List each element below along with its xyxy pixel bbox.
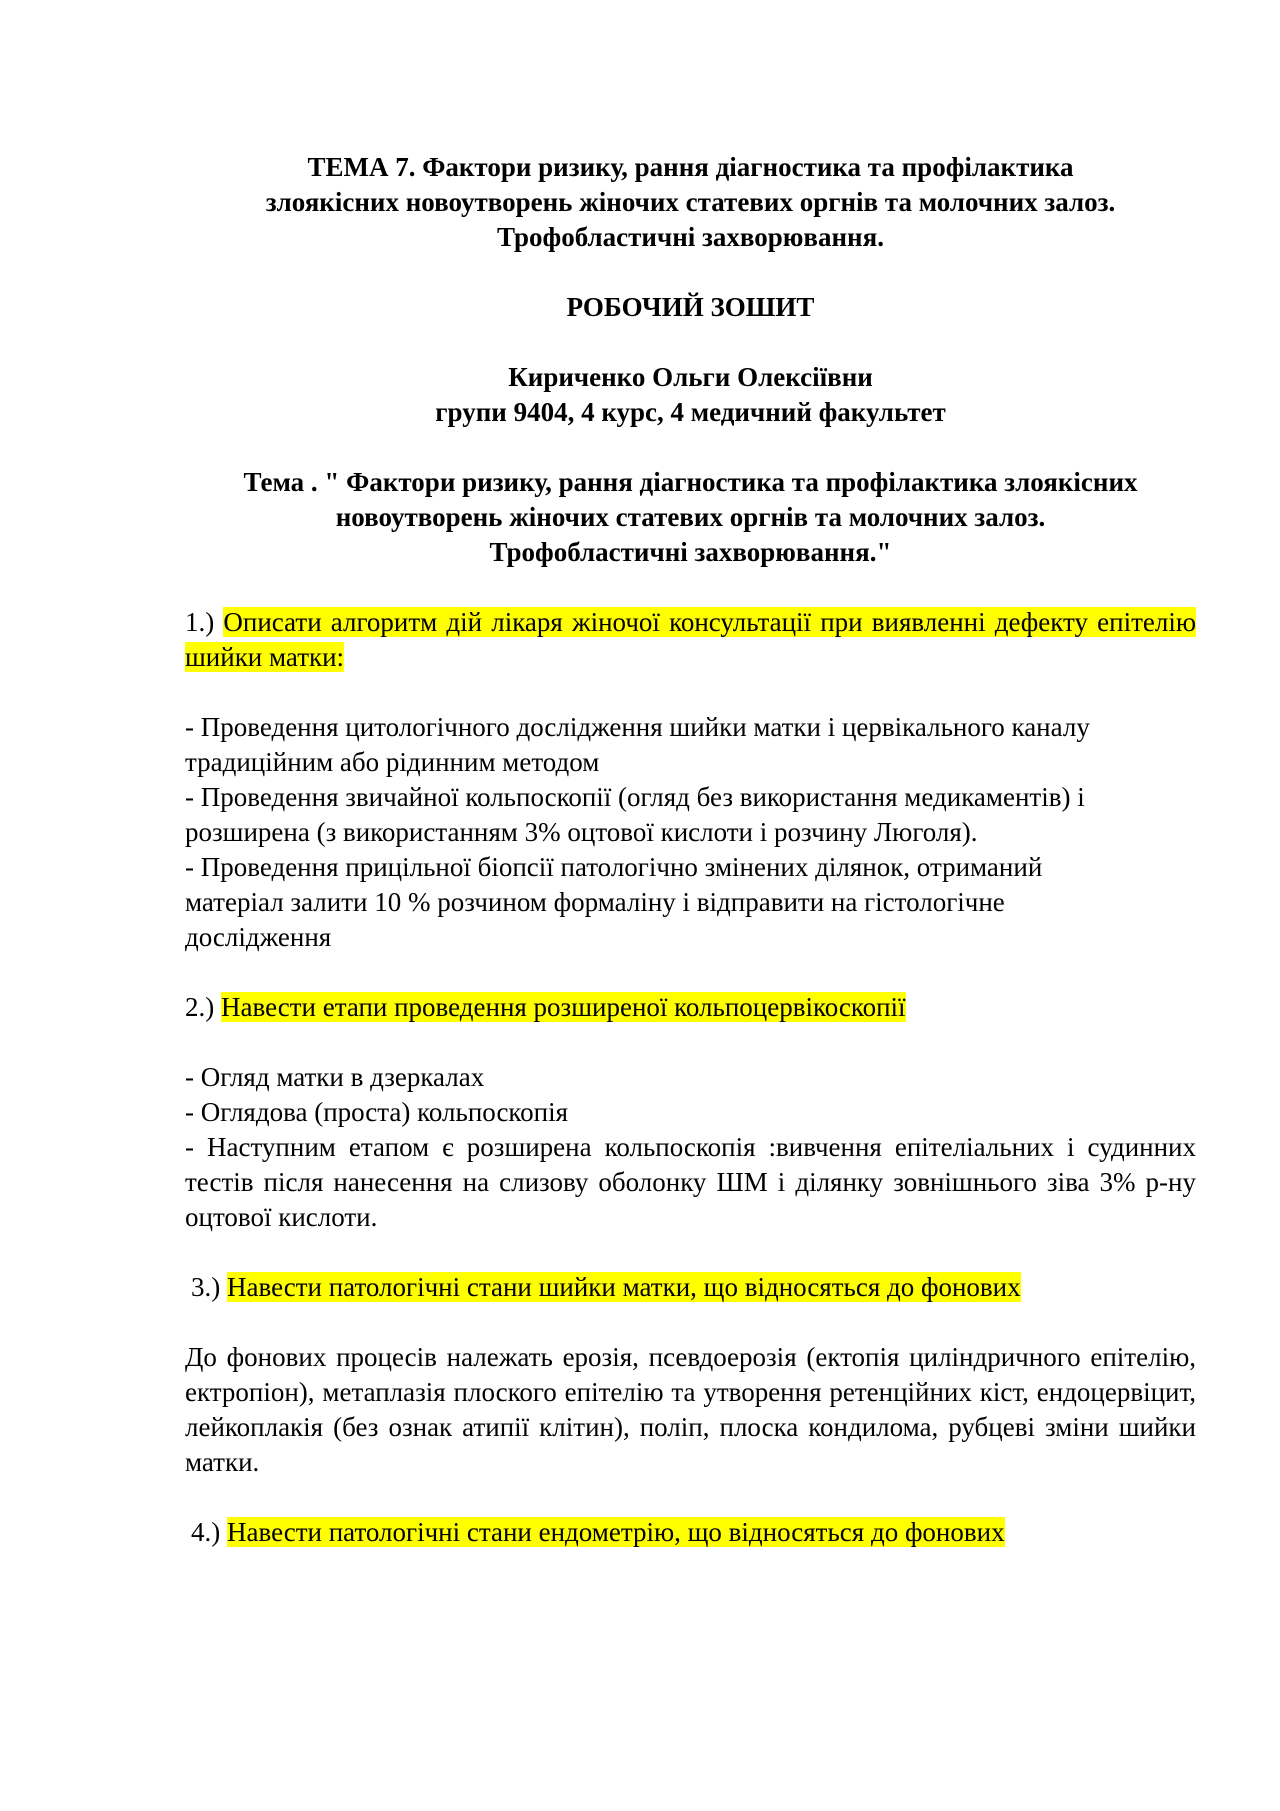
question-2 <box>185 990 1196 1025</box>
topic-line: новоутворень жіночих статевих оргнів та молочних залоз. <box>335 502 1046 532</box>
question-4 <box>185 1515 1196 1550</box>
topic-line: Тема . " Фактори ризику, рання діагностика та профілактика злоякісних <box>243 467 1138 497</box>
answer-2 <box>185 1060 1196 1235</box>
answer-line: розширена (з використанням 3% оцтової кислоти і розчину Люголя). <box>185 817 978 847</box>
answer-line: - Проведення цитологічного дослідження шийки матки і цервікального каналу <box>185 712 1090 742</box>
question-number: 4.) <box>191 1517 221 1547</box>
question-3 <box>185 1270 1196 1305</box>
title-line: злоякісних новоутворень жіночих статевих оргнів та молочних залоз. <box>265 187 1116 217</box>
question-number: 2.) <box>185 992 215 1022</box>
answer-line: традиційним або рідинним методом <box>185 747 600 777</box>
answer-line: - Проведення прицільної біопсії патологічно змінених ділянок, отриманий <box>185 852 1043 882</box>
title-line: Трофобластичні захворювання. <box>497 222 884 252</box>
answer-3: До фонових процесів належать ерозія, псевдоерозія (ектопія циліндричного епітелію, ектропіон), метаплазія плоского епітелію та утворення ретенційних кіст, ендоцервіцит, лейкоплакія (без ознак атипії клітин), поліп, плоска кондилома, рубцеві зміни шийки матки. <box>185 1342 1196 1477</box>
question-text: Навести етапи проведення розширеної кольпоцервікоскопії <box>221 992 906 1022</box>
answer-line: дослідження <box>185 922 332 952</box>
answer-line: - Огляд матки в дзеркалах <box>185 1062 485 1092</box>
question-number: 1.) <box>185 607 215 637</box>
topic-heading <box>185 465 1196 570</box>
student-info <box>185 360 1196 430</box>
title-line: ТЕМА 7. Фактори ризику, рання діагностика та профілактика <box>307 152 1074 182</box>
topic-line: Трофобластичні захворювання." <box>489 537 892 567</box>
answer-line: - Наступним етапом є розширена кольпоскопія :вивчення епітеліальних і судинних тестів після нанесення на слизову оболонку ШМ і ділянку зовнішнього зіва 3% р-ну оцтової кислоти. <box>185 1132 1196 1232</box>
question-text: Описати алгоритм дій лікаря жіночої консультації при виявленні дефекту епітелію шийки матки: <box>185 607 1197 672</box>
answer-line: - Проведення звичайної кольпоскопії (огляд без використання медикаментів) і <box>185 782 1085 812</box>
workbook-label: РОБОЧИЙ ЗОШИТ <box>566 292 815 322</box>
question-1 <box>185 605 1196 675</box>
student-name: Кириченко Ольги Олексіївни <box>508 362 873 392</box>
question-text: Навести патологічні стани ендометрію, що відносяться до фонових <box>227 1517 1005 1547</box>
document-title <box>185 150 1196 255</box>
answer-1 <box>185 710 1196 955</box>
document-page <box>185 150 1196 1550</box>
question-text: Навести патологічні стани шийки матки, що відносяться до фонових <box>227 1272 1021 1302</box>
question-number: 3.) <box>191 1272 221 1302</box>
answer-line: матеріал залити 10 % розчином формаліну і відправити на гістологічне <box>185 887 1005 917</box>
student-group: групи 9404, 4 курс, 4 медичний факультет <box>435 397 946 427</box>
answer-line: - Оглядова (проста) кольпоскопія <box>185 1097 569 1127</box>
